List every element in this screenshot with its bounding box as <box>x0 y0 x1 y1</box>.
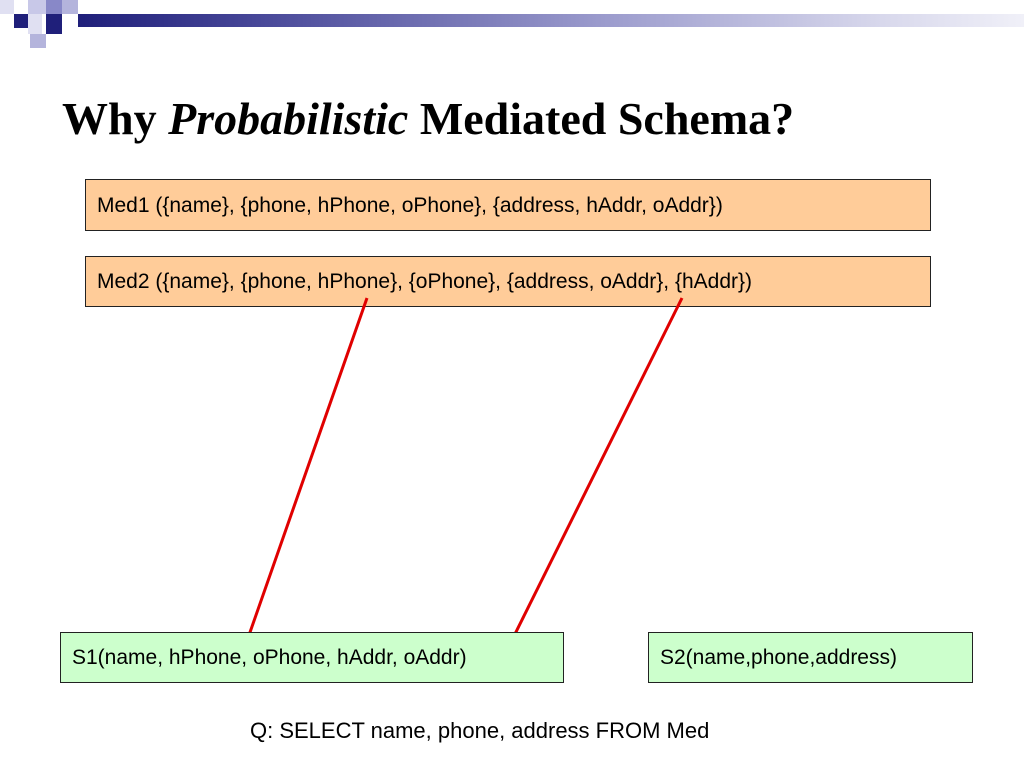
title-emphasis: Probabilistic <box>168 93 409 144</box>
med2-label: Med2 ({name}, {phone, hPhone}, {oPhone}, {address, oAddr}, {hAddr}) <box>97 270 753 293</box>
title-prefix: Why <box>62 93 157 144</box>
mapping-line-oaddr <box>513 298 682 638</box>
title-suffix: Mediated Schema? <box>419 93 795 144</box>
query-text: Q: SELECT name, phone, address FROM Med <box>250 718 710 743</box>
med1-label: Med1 ({name}, {phone, hPhone, oPhone}, {address, hAddr, oAddr}) <box>97 193 723 217</box>
s1-label: S1(name, hPhone, oPhone, hAddr, oAddr) <box>72 646 467 669</box>
source-schema-s2 <box>648 632 973 683</box>
source-schema-s1 <box>60 632 564 683</box>
mapping-line-hphone <box>248 298 367 638</box>
s2-label: S2(name,phone,address) <box>660 646 897 669</box>
